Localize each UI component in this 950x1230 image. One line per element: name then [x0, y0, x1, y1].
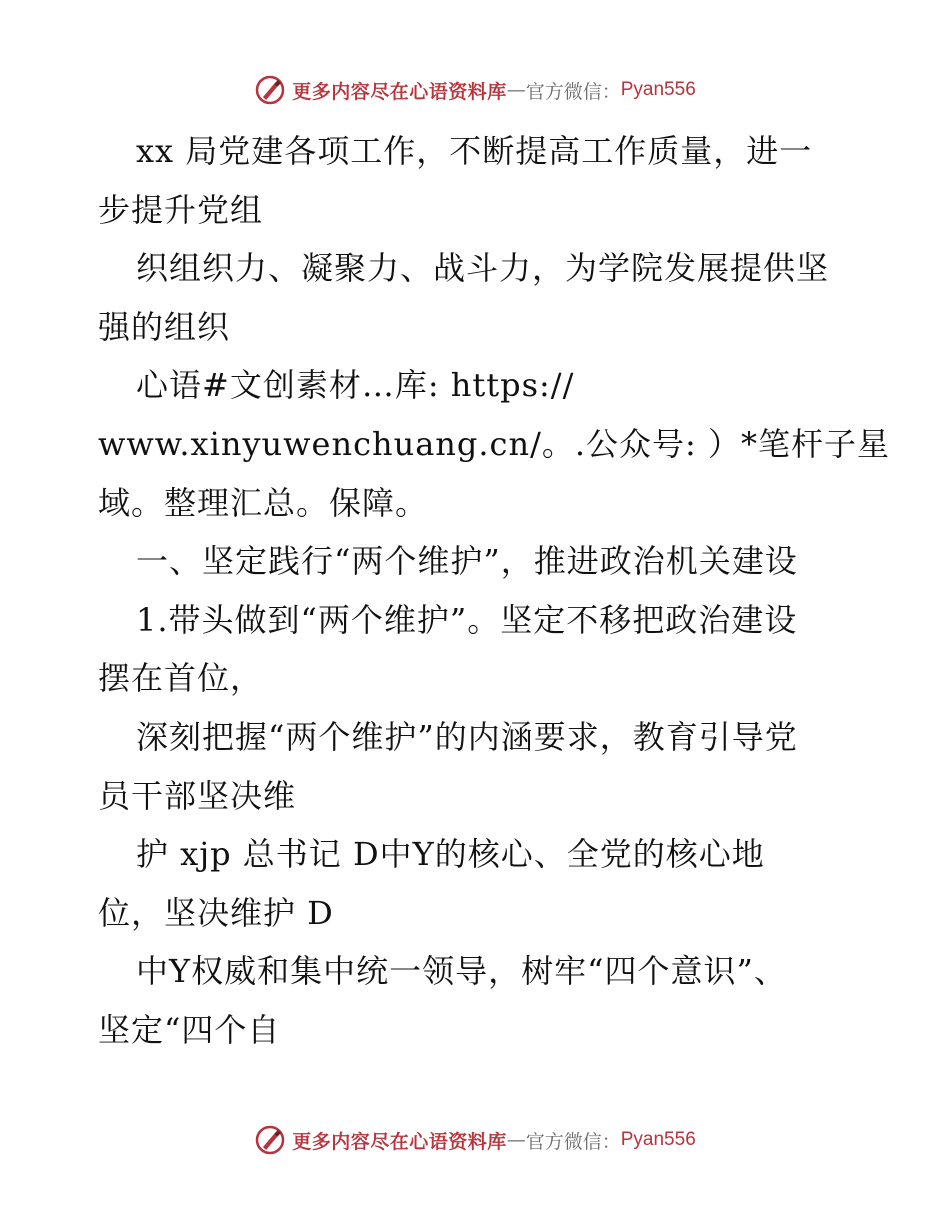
- pen-logo-icon: [254, 1124, 286, 1156]
- text-line: 摆在首位，: [98, 659, 264, 698]
- text-line: 心语#文创素材…库: https://: [136, 366, 575, 405]
- banner-wechat-label: 官方微信：: [525, 80, 621, 103]
- banner-dash: —: [506, 79, 526, 101]
- text-line: 织组织力、凝聚力、战斗力，为学院发展提供坚: [136, 249, 830, 288]
- text-line: 中Y权威和集中统一领导，树牢“四个意识”、: [136, 952, 787, 991]
- text-line: 员干部坚决维: [98, 776, 297, 815]
- banner-wechat-label: 官方微信：: [525, 1130, 621, 1153]
- document-body: [98, 122, 890, 1060]
- text-line: 强的组织: [98, 307, 231, 346]
- banner-brand-text: 更多内容尽在心语资料库: [292, 1130, 507, 1153]
- text-line: 步提升党组: [98, 190, 264, 229]
- banner-wechat-id: Pyan556: [620, 79, 696, 100]
- text-line: 护 xjp 总书记 D中Y的核心、全党的核心地: [136, 835, 765, 874]
- pen-logo-icon: [254, 74, 286, 106]
- text-line: www.xinyuwenchuang.cn/。.公众号: ）*笔杆子星: [98, 424, 890, 463]
- header-banner: [0, 70, 950, 110]
- text-line: 坚定“四个自: [98, 1010, 281, 1049]
- banner-dash: —: [506, 1129, 526, 1151]
- text-line: 位，坚决维护 D: [98, 893, 334, 932]
- text-line: xx 局党建各项工作，不断提高工作质量，进一: [136, 132, 813, 170]
- text-line: 1.带头做到“两个维护”。坚定不移把政治建设: [136, 600, 798, 639]
- text-line: 深刻把握“两个维护”的内涵要求，教育引导党: [136, 717, 798, 756]
- banner-wechat-id: Pyan556: [620, 1129, 696, 1150]
- text-line: 一、坚定践行“两个维护”，推进政治机关建设: [136, 542, 798, 581]
- text-line: 域。整理汇总。保障。: [98, 483, 429, 522]
- banner-brand-text: 更多内容尽在心语资料库: [292, 80, 507, 103]
- footer-banner: [0, 1120, 950, 1160]
